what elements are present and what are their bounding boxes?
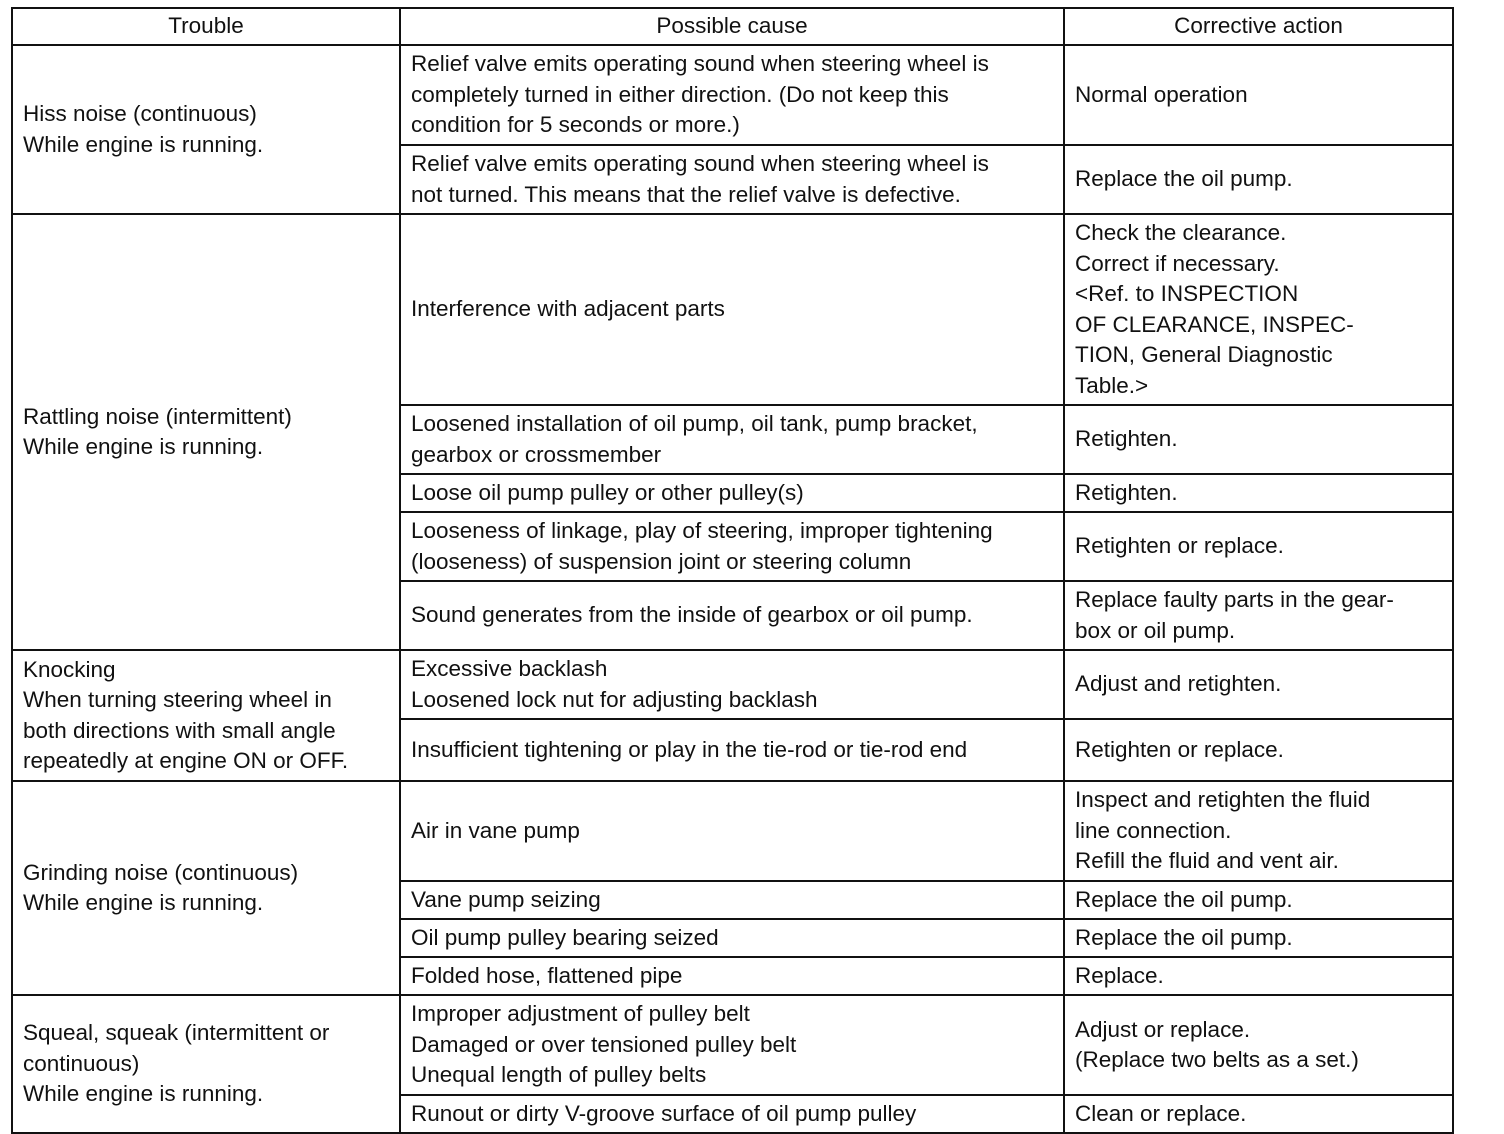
cause-cell: Interference with adjacent parts — [400, 214, 1064, 405]
action-cell: Inspect and retighten the fluid line connection. Refill the fluid and vent air. — [1064, 781, 1453, 881]
cause-cell: Insufficient tightening or play in the tie-rod or tie-rod end — [400, 719, 1064, 781]
action-cell: Retighten. — [1064, 474, 1453, 512]
cause-cell: Excessive backlash Loosened lock nut for adjusting backlash — [400, 650, 1064, 719]
table-row — [12, 45, 1453, 145]
cause-cell: Relief valve emits operating sound when steering wheel is completely turned in either direction. (Do not keep this condition for 5 seconds or more.) — [400, 45, 1064, 145]
table-row — [12, 214, 1453, 405]
table-row — [12, 781, 1453, 881]
trouble-cell-squeal-squeak: Squeal, squeak (intermittent or continuous) While engine is running. — [12, 995, 400, 1133]
cause-cell: Relief valve emits operating sound when steering wheel is not turned. This means that the relief valve is defective. — [400, 145, 1064, 214]
table-header-row — [12, 8, 1453, 45]
action-cell: Retighten or replace. — [1064, 512, 1453, 581]
cause-cell: Oil pump pulley bearing seized — [400, 919, 1064, 957]
trouble-cell-rattling-noise: Rattling noise (intermittent) While engine is running. — [12, 214, 400, 650]
table-row — [12, 995, 1453, 1095]
action-cell: Adjust or replace. (Replace two belts as a set.) — [1064, 995, 1453, 1095]
cause-cell: Looseness of linkage, play of steering, improper tightening (looseness) of suspension joint or steering column — [400, 512, 1064, 581]
action-cell: Retighten or replace. — [1064, 719, 1453, 781]
action-cell: Replace the oil pump. — [1064, 919, 1453, 957]
cause-cell: Vane pump seizing — [400, 881, 1064, 919]
header-possible-cause: Possible cause — [400, 8, 1064, 45]
cause-cell: Loosened installation of oil pump, oil tank, pump bracket, gearbox or crossmember — [400, 405, 1064, 474]
action-cell: Adjust and retighten. — [1064, 650, 1453, 719]
action-cell: Check the clearance. Correct if necessary. <Ref. to INSPECTION OF CLEARANCE, INSPEC- TION, General Diagnostic Table.> — [1064, 214, 1453, 405]
header-corrective-action: Corrective action — [1064, 8, 1453, 45]
troubleshooting-table — [11, 7, 1454, 1134]
trouble-cell-hiss-noise: Hiss noise (continuous) While engine is running. — [12, 45, 400, 214]
action-cell: Replace the oil pump. — [1064, 145, 1453, 214]
cause-cell: Air in vane pump — [400, 781, 1064, 881]
cause-cell: Loose oil pump pulley or other pulley(s) — [400, 474, 1064, 512]
trouble-cell-knocking: Knocking When turning steering wheel in both directions with small angle repeatedly at engine ON or OFF. — [12, 650, 400, 781]
header-trouble: Trouble — [12, 8, 400, 45]
action-cell: Retighten. — [1064, 405, 1453, 474]
action-cell: Replace faulty parts in the gear- box or oil pump. — [1064, 581, 1453, 650]
action-cell: Replace. — [1064, 957, 1453, 995]
trouble-cell-grinding-noise: Grinding noise (continuous) While engine is running. — [12, 781, 400, 995]
action-cell: Normal operation — [1064, 45, 1453, 145]
action-cell: Clean or replace. — [1064, 1095, 1453, 1133]
action-cell: Replace the oil pump. — [1064, 881, 1453, 919]
cause-cell: Runout or dirty V-groove surface of oil pump pulley — [400, 1095, 1064, 1133]
cause-cell: Folded hose, flattened pipe — [400, 957, 1064, 995]
cause-cell: Improper adjustment of pulley belt Damaged or over tensioned pulley belt Unequal length of pulley belts — [400, 995, 1064, 1095]
table-row — [12, 650, 1453, 719]
cause-cell: Sound generates from the inside of gearbox or oil pump. — [400, 581, 1064, 650]
